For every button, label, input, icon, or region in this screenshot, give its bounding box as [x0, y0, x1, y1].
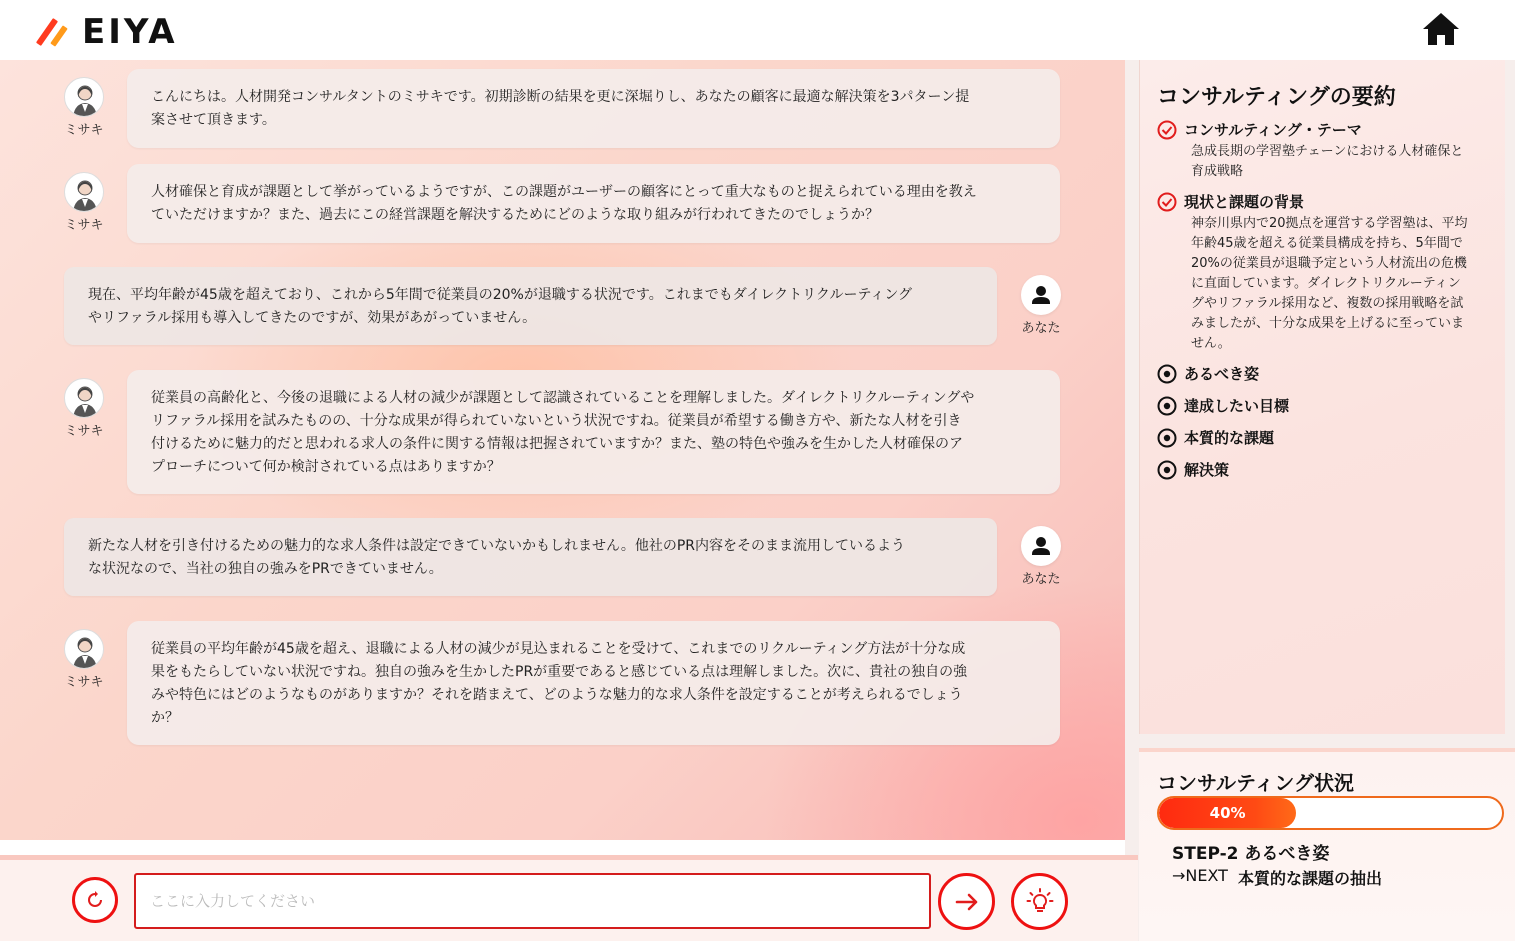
next-step-label: 本質的な課題の抽出: [1237, 869, 1382, 888]
summary-item-label: 解決策: [1184, 461, 1230, 479]
message-line: 案させて頂きます。: [151, 112, 276, 128]
message-line: 従業員の高齢化と、今後の退職による人材の減少が課題として認識されていることを理解しました。ダイレクトリクルーティングや: [151, 390, 975, 406]
home-icon: [1421, 10, 1461, 48]
user-avatar: [1021, 526, 1061, 566]
next-step: [1172, 866, 1382, 889]
progress-label: 40%: [1209, 804, 1246, 822]
hint-button[interactable]: [1011, 873, 1068, 930]
user-icon: [1021, 275, 1061, 315]
reset-button[interactable]: [72, 877, 118, 923]
detail-line: みましたが、十分な成果を上げるに至っていま: [1191, 316, 1465, 331]
consultant-name: ミサキ: [64, 424, 104, 439]
send-button[interactable]: [938, 873, 995, 930]
summary-item-label: あるべき姿: [1184, 365, 1260, 383]
consultant-avatar: [64, 378, 104, 418]
radio-dot-icon: [1157, 396, 1177, 416]
message-line: 果をもたらしていない状況ですね。独自の強みを生かしたPRが重要であると感じている点は理解しました。次に、貴社の独自の強: [151, 664, 968, 680]
message-input[interactable]: [134, 873, 931, 929]
consultant-message: [127, 370, 1060, 494]
summary-item-ideal: [1157, 363, 1259, 384]
message-line: 人材確保と育成が課題として挙がっているようですが、この課題がユーザーの顧客にとって重大なものと捉えられている理由を教え: [151, 184, 977, 200]
consultant-avatar: [64, 77, 104, 117]
check-circle-icon: [1157, 192, 1177, 212]
summary-item-label: コンサルティング・テーマ: [1184, 121, 1362, 139]
logo-mark-icon: [40, 15, 70, 49]
reset-icon: [85, 890, 105, 910]
message-line: 付けるために魅力的だと思われる求人の条件に関する情報は把握されていますか？また、塾の特色や強みを生かした人材確保のア: [151, 436, 963, 452]
summary-item-detail: [1191, 214, 1489, 354]
input-bar: [0, 855, 1138, 941]
user-avatar: [1021, 275, 1061, 315]
progress-bar: [1157, 796, 1504, 830]
message-line: やリファラル採用も導入してきたのですが、効果があがっていません。: [88, 310, 537, 326]
message-line: プローチについて何か検討されている点はありますか？: [151, 459, 501, 475]
message-line: 現在、平均年齢が45歳を超えており、これから5年間で従業員の20%が退職する状況です。これまでもダイレクトリクルーティング: [88, 287, 913, 303]
detail-line: に直面しています。ダイレクトリクルーティン: [1191, 276, 1461, 291]
detail-line: 年齢45歳を超える従業員構成を持ち、5年間で: [1191, 236, 1463, 251]
user-icon: [1021, 526, 1061, 566]
summary-item-core-issue: [1157, 427, 1274, 448]
user-name: あなた: [1021, 321, 1061, 336]
consultant-name: ミサキ: [64, 218, 104, 233]
eiya-logo[interactable]: [40, 12, 178, 52]
user-message: [64, 267, 997, 345]
summary-item-background: [1157, 191, 1304, 212]
detail-line: 急成長期の学習塾チェーンにおける人材確保と: [1191, 144, 1464, 159]
logo-text: EIYA: [82, 12, 178, 52]
summary-title: コンサルティングの要約: [1157, 85, 1396, 110]
status-title: コンサルティング状況: [1157, 771, 1354, 795]
user-message: [64, 518, 997, 596]
consultant-message: [127, 621, 1060, 745]
summary-item-solution: [1157, 459, 1229, 480]
message-line: ていただけますか？また、過去にこの経営課題を解決するためにどのような取り組みが行われてきたのでしょうか？: [151, 207, 879, 223]
radio-dot-icon: [1157, 428, 1177, 448]
radio-dot-icon: [1157, 364, 1177, 384]
current-step: STEP-2 あるべき姿: [1172, 844, 1330, 864]
user-name: あなた: [1021, 572, 1061, 587]
message-line: な状況なので、当社の独自の強みをPRできていません。: [88, 561, 443, 577]
consultant-name: ミサキ: [64, 123, 104, 138]
radio-dot-icon: [1157, 460, 1177, 480]
detail-line: せん。: [1191, 336, 1231, 351]
consultant-avatar: [64, 172, 104, 212]
detail-line: 神奈川県内で20拠点を運営する学習塾は、平均: [1191, 216, 1468, 231]
app-header: [0, 0, 1515, 60]
consultant-message: [127, 69, 1060, 148]
summary-item-label: 現状と課題の背景: [1184, 193, 1305, 211]
message-line: こんにちは。人材開発コンサルタントのミサキです。初期診断の結果を更に深堀りし、あなたの顧客に最適な解決策を3パターン提: [151, 89, 970, 105]
summary-item-detail: [1191, 142, 1489, 182]
lightbulb-icon: [1025, 887, 1055, 917]
home-button[interactable]: [1421, 10, 1461, 48]
chat-area[interactable]: [0, 60, 1125, 840]
summary-item-label: 本質的な課題: [1184, 429, 1275, 447]
detail-line: グやリファラル採用など、複数の採用戦略を試: [1191, 296, 1464, 311]
message-line: みや特色にはどのようなものがありますか？それを踏まえて、どのような魅力的な求人条件を設定することが考えられるでしょう: [151, 687, 963, 703]
consultant-name: ミサキ: [64, 675, 104, 690]
consultant-avatar: [64, 629, 104, 669]
detail-line: 育成戦略: [1191, 164, 1244, 179]
check-circle-icon: [1157, 120, 1177, 140]
message-line: 従業員の平均年齢が45歳を超え、退職による人材の減少が見込まれることを受けて、これまでのリクルーティング方法が十分な成: [151, 641, 966, 657]
summary-item-goal: [1157, 395, 1289, 416]
message-line: リファラル採用を試みたものの、十分な成果が得られていないという状況ですね。従業員が希望する働き方や、新たな人材を引き: [151, 413, 962, 429]
message-line: 新たな人材を引き付けるための魅力的な求人条件は設定できていないかもしれません。他社のPR内容をそのまま流用しているよう: [88, 538, 906, 554]
message-line: か？: [151, 710, 179, 726]
summary-item-theme: [1157, 119, 1362, 140]
arrow-right-icon: [953, 888, 981, 916]
detail-line: 20%の従業員が退職予定という人材流出の危機: [1191, 256, 1467, 271]
next-arrow: →NEXT: [1172, 866, 1228, 885]
summary-item-label: 達成したい目標: [1184, 397, 1290, 415]
consultant-message: [127, 164, 1060, 243]
